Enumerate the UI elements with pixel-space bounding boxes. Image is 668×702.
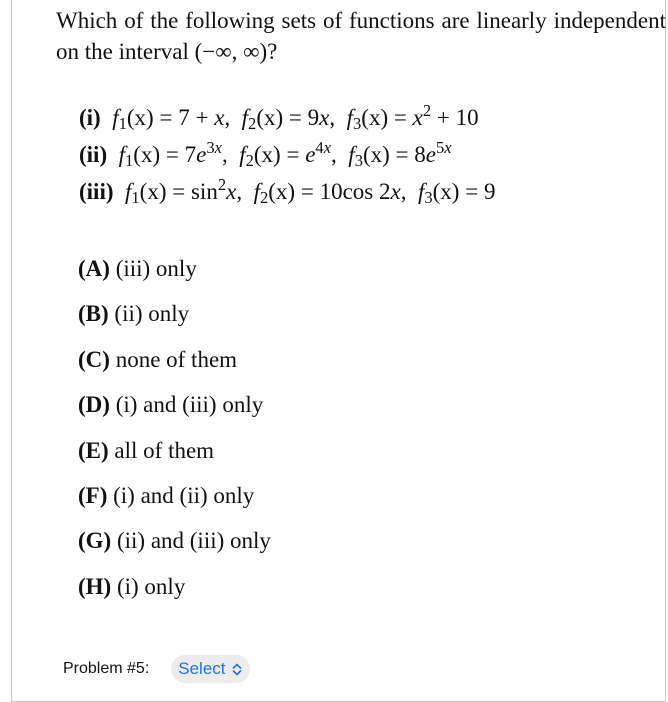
option-text: (i) only bbox=[116, 573, 186, 599]
set-i-f3-rhs: $x^2 + 10$ bbox=[412, 100, 479, 130]
question-text: Which of the following sets of functions are linearly independent on the interval (−∞, ∞)? bbox=[56, 8, 666, 64]
set-ii-functions: $f_1(x) = 7e^{3x}$, $f_2(x) = e^{4x}$, $f_3(x) = 8e^{5x}$ bbox=[118, 137, 452, 171]
set-ii-f3-rhs: $8e^{5x}$ bbox=[414, 137, 452, 167]
function-set-iii bbox=[79, 173, 495, 210]
option-text: all of them bbox=[114, 437, 215, 463]
set-ii-f2-rhs: $e^{4x}$ bbox=[305, 137, 332, 167]
option-f: (F) (i) and (ii) only bbox=[78, 482, 255, 508]
set-iii-f1-rhs: $\sin^2x$ bbox=[190, 174, 237, 204]
set-i-f2-rhs: 9x bbox=[307, 105, 330, 130]
option-text: (ii) and (iii) only bbox=[116, 528, 271, 554]
option-c: (C) none of them bbox=[78, 346, 238, 372]
set-label: (iii) bbox=[79, 179, 114, 204]
option-a: (A) (iii) only bbox=[78, 256, 197, 281]
set-i-f1-rhs: 7 + x bbox=[178, 105, 225, 130]
option-text: (iii) only bbox=[115, 256, 197, 281]
problem-label: Problem #5: bbox=[63, 660, 150, 677]
function-set-i bbox=[79, 99, 495, 136]
option-text: (ii) only bbox=[114, 301, 190, 327]
select-label: Select bbox=[178, 659, 226, 678]
problem-card bbox=[11, 0, 666, 702]
function-set-ii bbox=[79, 136, 495, 173]
chevron-up-down-icon bbox=[232, 663, 242, 676]
option-h: (H) (i) only bbox=[78, 573, 186, 599]
option-text: (i) and (iii) only bbox=[115, 392, 264, 418]
answer-row bbox=[63, 654, 250, 684]
set-label: (ii) bbox=[79, 142, 108, 167]
option-text: none of them bbox=[115, 346, 238, 372]
set-iii-f2-rhs: 10cos 2x bbox=[319, 179, 401, 204]
option-b: (B) (ii) only bbox=[78, 301, 190, 327]
set-iii-functions: $f_1(x) = \sin^2x$, $f_2(x) = 10\cos$ 2x, $f_3(x) = 9$ bbox=[125, 174, 496, 208]
set-label: (i) bbox=[79, 105, 101, 130]
answer-select[interactable] bbox=[171, 655, 249, 683]
set-iii-f3-rhs: 9 bbox=[483, 179, 496, 204]
option-e: (E) all of them bbox=[78, 437, 215, 463]
function-sets bbox=[79, 99, 495, 210]
option-g: (G) (ii) and (iii) only bbox=[78, 528, 271, 554]
answer-options bbox=[78, 252, 271, 615]
option-text: (i) and (ii) only bbox=[113, 482, 255, 508]
set-ii-f1-rhs: $7e^{3x}$ bbox=[184, 137, 222, 167]
set-i-functions: $f_1(x) = 7 + x$, $f_2(x) = 9x$, $f_3(x) = x^2 + 10$ bbox=[112, 100, 479, 134]
option-d: (D) (i) and (iii) only bbox=[78, 392, 264, 418]
